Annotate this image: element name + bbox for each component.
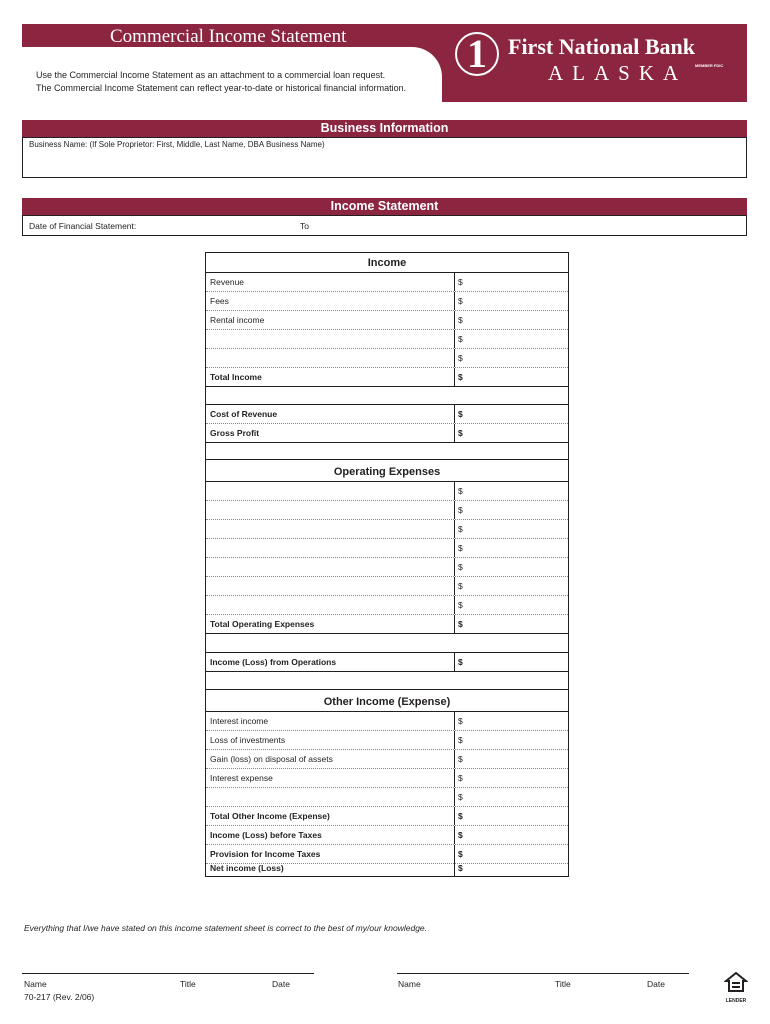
signature-2-name-label: Name	[398, 979, 421, 989]
currency-sign: $	[458, 277, 463, 287]
row-label: Gross Profit	[210, 428, 260, 438]
currency-sign: $	[458, 849, 463, 859]
table-row-gross-profit[interactable]	[206, 424, 568, 443]
row-label: Provision for Income Taxes	[210, 849, 321, 859]
row-label: Income (Loss) before Taxes	[210, 830, 322, 840]
table-row-income-before-taxes[interactable]	[206, 826, 568, 845]
income-statement-heading: Income Statement	[22, 198, 747, 215]
operating-expenses-heading: Operating Expenses	[206, 460, 568, 482]
statement-date-field[interactable]	[22, 215, 747, 236]
currency-sign: $	[458, 754, 463, 764]
currency-sign: $	[458, 372, 463, 382]
business-info-heading: Business Information	[22, 120, 747, 137]
currency-sign: $	[458, 735, 463, 745]
page-title: Commercial Income Statement	[110, 26, 347, 47]
intro-line-1: Use the Commercial Income Statement as an attachment to a commercial loan request.	[36, 70, 386, 80]
row-label: Revenue	[210, 277, 245, 287]
signature-line-2[interactable]	[397, 973, 689, 974]
row-label: Income (Loss) from Operations	[210, 657, 337, 667]
row-label: Interest income	[210, 716, 269, 726]
eho-label: LENDER	[725, 998, 747, 1004]
currency-sign: $	[458, 409, 463, 419]
table-spacer	[206, 443, 568, 460]
row-label: Fees	[210, 296, 229, 306]
currency-sign: $	[458, 315, 463, 325]
table-row-gain-loss-disposal[interactable]	[206, 750, 568, 769]
statement-table	[205, 252, 569, 877]
currency-sign: $	[458, 863, 463, 873]
currency-sign: $	[458, 334, 463, 344]
bank-location: ALASKA	[548, 61, 688, 85]
row-label: Total Operating Expenses	[210, 619, 315, 629]
table-row-fees[interactable]	[206, 292, 568, 311]
table-row-total-income[interactable]	[206, 368, 568, 387]
row-label: Interest expense	[210, 773, 273, 783]
currency-sign: $	[458, 486, 463, 496]
table-spacer	[206, 634, 568, 653]
currency-sign: $	[458, 505, 463, 515]
certification-text: Everything that I/we have stated on this income statement sheet is correct to the best of my/our knowledge.	[24, 923, 428, 933]
signature-2-date-label: Date	[647, 979, 665, 989]
signature-2-title-label: Title	[555, 979, 571, 989]
table-row-total-operating-expenses[interactable]	[206, 615, 568, 634]
row-label: Cost of Revenue	[210, 409, 278, 419]
table-row-opex-3[interactable]	[206, 520, 568, 539]
currency-sign: $	[458, 543, 463, 553]
business-name-field[interactable]	[22, 137, 747, 178]
date-to-label: To	[300, 221, 309, 231]
table-row-interest-expense[interactable]	[206, 769, 568, 788]
equal-housing-lender-icon	[724, 971, 748, 1004]
intro-line-2: The Commercial Income Statement can reflect year-to-date or historical financial information.	[36, 83, 407, 93]
row-label: Total Other Income (Expense)	[210, 811, 330, 821]
other-income-heading: Other Income (Expense)	[206, 690, 568, 712]
currency-sign: $	[458, 581, 463, 591]
currency-sign: $	[458, 619, 463, 629]
table-row-opex-4[interactable]	[206, 539, 568, 558]
currency-sign: $	[458, 811, 463, 821]
form-number: 70-217 (Rev. 2/06)	[24, 992, 95, 1002]
currency-sign: $	[458, 428, 463, 438]
table-row-total-other-income[interactable]	[206, 807, 568, 826]
row-label: Gain (loss) on disposal of assets	[210, 754, 333, 764]
row-label: Net income (Loss)	[210, 863, 284, 873]
business-name-label: Business Name: (If Sole Proprietor: First, Middle, Last Name, DBA Business Name)	[29, 140, 325, 149]
signature-1-name-label: Name	[24, 979, 47, 989]
intro-text	[36, 69, 406, 95]
signature-1-date-label: Date	[272, 979, 290, 989]
currency-sign: $	[458, 353, 463, 363]
table-row-opex-5[interactable]	[206, 558, 568, 577]
table-row-other-blank[interactable]	[206, 788, 568, 807]
row-label: Rental income	[210, 315, 265, 325]
currency-sign: $	[458, 792, 463, 802]
table-row-opex-1[interactable]	[206, 482, 568, 501]
signature-line-1[interactable]	[22, 973, 314, 974]
currency-sign: $	[458, 562, 463, 572]
row-label: Total Income	[210, 372, 262, 382]
currency-sign: $	[458, 830, 463, 840]
currency-sign: $	[458, 296, 463, 306]
table-row-opex-2[interactable]	[206, 501, 568, 520]
table-row-opex-6[interactable]	[206, 577, 568, 596]
currency-sign: $	[458, 600, 463, 610]
income-section-heading: Income	[206, 253, 568, 273]
table-row-cost-of-revenue[interactable]	[206, 405, 568, 424]
date-of-statement-label: Date of Financial Statement:	[29, 221, 137, 231]
table-row-loss-of-investments[interactable]	[206, 731, 568, 750]
table-spacer	[206, 387, 568, 405]
bank-logo-numeral: 1	[467, 31, 487, 76]
table-row-interest-income[interactable]	[206, 712, 568, 731]
table-row-income-blank-2[interactable]	[206, 349, 568, 368]
table-spacer	[206, 672, 568, 690]
member-fdic: MEMBER FDIC	[695, 63, 724, 68]
currency-sign: $	[458, 524, 463, 534]
currency-sign: $	[458, 657, 463, 667]
table-row-net-income[interactable]	[206, 859, 568, 878]
table-row-revenue[interactable]	[206, 273, 568, 292]
currency-sign: $	[458, 773, 463, 783]
signature-1-title-label: Title	[180, 979, 196, 989]
table-row-income-blank-1[interactable]	[206, 330, 568, 349]
row-label: Loss of investments	[210, 735, 286, 745]
currency-sign: $	[458, 716, 463, 726]
table-row-opex-7[interactable]	[206, 596, 568, 615]
table-row-income-from-operations[interactable]	[206, 653, 568, 672]
table-row-rental-income[interactable]	[206, 311, 568, 330]
bank-name: First National Bank	[508, 34, 696, 59]
